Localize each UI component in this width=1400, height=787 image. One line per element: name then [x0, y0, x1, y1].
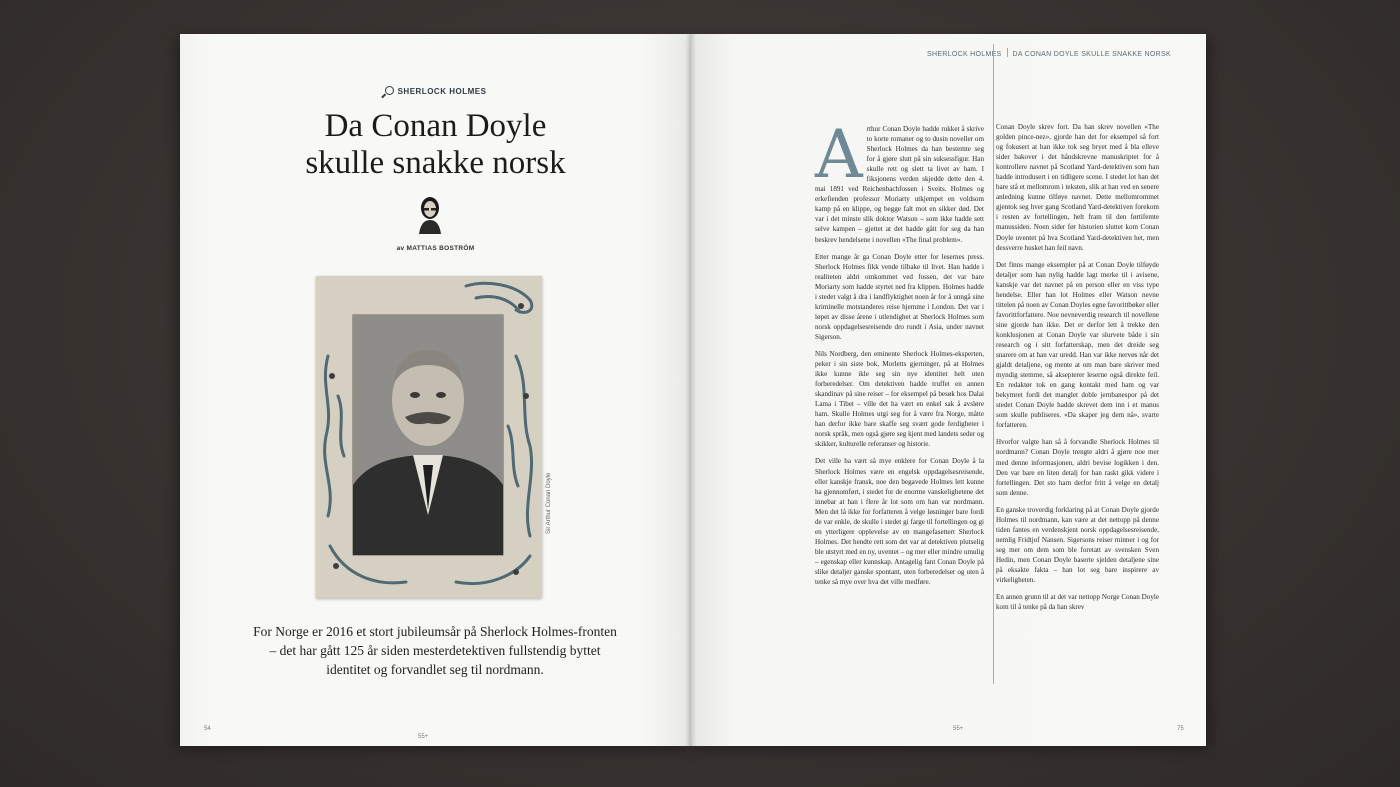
portrait-frame: [316, 276, 542, 598]
text-column-1: Arthur Conan Doyle hadde rukket å skrive to korte romaner og to dusin noveller om Sherlock Holmes da han bestemte seg for å gjøre slutt på sin suksessfigur. Han skulle rett og slett ta livet av ham. I fiksjonens verden skjedde dette den 4. mai 1891 ved Reichenbachfossen i Sveits. Holmes og erkefienden professor Moriarty utkjempet en voldsom kamp på en klippe, og begge falt mot en sikker død. Det var i det minste slik doktor Watson – som ikke hadde sett selve kampen – gjettet at det hadde gått for seg da han beskrev hendelsene i novellen «The final problem». Etter mange år ga Conan Doyle etter for lesernes press. Sherlock Holmes fikk vende tilbake til livet. Han hadde i realiteten aldri omkommet ved fossen, det var bare Moriarty som hadde styrtet ned fra klippen. Holmes hadde i stedet valgt å dra i landflyktighet noen år for å unngå sine kriminelle motstanderes reise hjemme i London. Det var i løpet av disse årene i utlendighet at Sherlock Holmes som norsk oppdagelsesreisende dro rundt i Asia, under navnet Sigerson. Nils Nordberg, den eminente Sherlock Holmes-eksperten, peker i sin siste bok, Morletts gjerninger, på at Holmes ikke kunne ikle seg sin nye identitet helt uten forberedelser. Om detektiven hadde truffet en annen skandinav på sine reiser – for eksempel på besøk hos Dalai Lama i Tibet – ville det ha vært en enkel sak å avsløre ham. Skulle Holmes utgi seg for å være fra Norge, måtte han derfor ikke bare skaffe seg svært gode ferdigheter i norsk språk, men også gjøre seg kjent med landets seder og skikker, kulturelle referanser og historie. Det ville ha vært så mye enklere for Conan Doyle å la Sherlock Holmes være en engelsk oppdagelsesreisende, eller kanskje fransk, noe den begavede Holmes lett kunne ha gjennomført, i stedet for de enorme vanskelighetene det innebar at han i flere år lot som om han var nordmann. Men det lå ikke for forfatteren å velge løsninger bare fordi de var enkle, de skulle i stedet gi farge til fortellingen og gi en ytterligere opplevelse av en mangefasettert Sherlock Holmes. Det hendte rett som det var at detektiven plutselig ble utstyrt med en ny, uventet – og mer eller mindre umulig – egenskap eller kunnskap. Antagelig fant Conan Doyle på slike detaljer ganske spontant, uten forberedelser og uten å tenke så mye over hva det ville medføre.: [815, 116, 984, 587]
title-line-2: skulle snakke norsk: [305, 145, 566, 181]
left-page: [180, 34, 691, 746]
drop-cap: A: [815, 116, 863, 193]
paragraph: Conan Doyle skrev fort. Da han skrev novellen «The golden pince-nez», gjorde han det for eksempel så fort og fokusert at han ikke tok seg bryet med å bla elleve sider bakover i det håndskrevne manuskriptet for å kontrollere navnet på Scotland Yard-detektiven som han hadde introdusert i en tidligere scene. I stedet lot han det bare stå et mellomrom i teksten, slik at han ved en senere anledning kunne tilføye navnet. Dette mellomrommet gjentok seg hver gang Scotland Yard-detektiven forekom i resten av fortellingen, helt fram til den førtifemte manussiden. Noen sider før historien sluttet kom Conan Doyle uventet på hva Scotland Yard-detektiven het, men dessverre husket han feil navn.: [996, 123, 1159, 252]
lead-paragraph: For Norge er 2016 et stort jubileumsår på Sherlock Holmes-fronten – det har gått 125 år siden mesterdetektiven fullstendig byttet identitet og forvandlet seg til nordmann.: [253, 624, 617, 677]
book-spine-shadow: [686, 34, 696, 746]
paragraph: Etter mange år ga Conan Doyle etter for lesernes press. Sherlock Holmes fikk vende tilbake til livet. Han hadde i realiteten aldri omkommet ved fossen, det var bare Moriarty som hadde styrtet ned fra klippen. Holmes hadde i stedet valgt å dra i landflyktighet noen år for å unngå sine kriminelle motstanderes reise hjemme i London. Det var i løpet av disse årene i utlendighet at Sherlock Holmes som norsk oppdagelsesreisende dro rundt i Asia, under navnet Sigerson.: [815, 252, 984, 341]
section-kicker: SHERLOCK HOLMES: [180, 86, 691, 96]
paragraph: En ganske troverdig forklaring på at Conan Doyle gjorde Holmes til nordmann, kan være at det nettopp på denne tiden fantes en verdenskjent norsk oppdagelsesreisende, nemlig Fridtjof Nansen. Sigersons reiser minner i og for seg mer om dem som ble foretatt av svensken Sven Hedin, men Conan Doyle baserte sjelden detaljene sine på eksakte fakta – han lot seg bare inspirere av virkeligheten.: [996, 505, 1159, 585]
page-number-left: 54: [204, 726, 211, 732]
byline: av MATTIAS BOSTRÖM: [396, 245, 475, 252]
text-column-2: [996, 122, 1159, 619]
photo-credit: Sir Arthur Conan Doyle: [546, 472, 552, 534]
author-portrait-icon: [415, 194, 445, 234]
magnifier-icon: [385, 86, 394, 95]
paragraph: Det ville ha vært så mye enklere for Conan Doyle å la Sherlock Holmes være en engelsk oppdagelsesreisende, eller kanskje fransk, noe den begavede Holmes lett kunne ha gjennomført, i stedet for de enorme vanskelighetene det innebar at han i flere år lot som om han var nordmann. Men det lå ikke for forfatteren å velge løsninger bare fordi de var enkle, de skulle i stedet gi farge til fortellingen og gi en ytterligere opplevelse av en mangefasettert Sherlock Holmes. Det hendte rett som det var at detektiven plutselig ble utstyrt med en ny, uventet – og mer eller mindre umulig – egenskap eller kunnskap. Antagelig fant Conan Doyle på slike detaljer ganske spontant, uten forberedelser og uten å tenke så mye over hva det ville medføre.: [815, 457, 984, 587]
right-page: [691, 34, 1206, 746]
author-photo: [353, 315, 503, 555]
paragraph: En annen grunn til at det var nettopp Norge Conan Doyle kom til å tenke på da han skrev: [996, 593, 1159, 612]
running-head: SHERLOCK HOLMES DA CONAN DOYLE SKULLE SNAKKE NORSK: [927, 48, 1171, 58]
paragraph: Hvorfor valgte han så å forvandle Sherlock Holmes til nordmann? Conan Doyle trengte aldri å gjøre noe mer med denne informasjonen, aldri bevise logikken i den. Den var bare en liten detalj for han raskt gikk videre i fortellingen. Det sto ham derfor fritt å velge en detalj som denne.: [996, 438, 1159, 497]
paragraph: Nils Nordberg, den eminente Sherlock Holmes-eksperten, peker i sin siste bok, Morletts gjerninger, på at Holmes ikke kunne ikle seg sin nye identitet helt uten forberedelser. Om detektiven hadde truffet en annen skandinav på sine reiser – for eksempel på besøk hos Dalai Lama i Tibet – ville det ha vært en enkel sak å avsløre ham. Skulle Holmes utgi seg for å være fra Norge, måtte han derfor ikke bare skaffe seg svært gode ferdigheter i norsk språk, men også gjøre seg kjent med landets seder og skikker, kulturelle referanser og historie.: [815, 349, 984, 449]
column-rule: [993, 44, 994, 684]
page-number-right: 75: [1177, 726, 1184, 732]
folio-center-right: 55+: [953, 726, 964, 732]
article-title: [180, 108, 691, 182]
paragraph: Det finns mange eksempler på at Conan Doyle tilføyde detaljer som han nylig hadde lagt merke til i avisene, kanskje var det navnet på en person eller en viss type hendelse. Eller han lot Holmes eller Watson nevne tittelen på noen av Conan Doyles egne favorittbøker eller favorittforfattere. Noe nevneverdig research til novellene sine gjorde han ikke. Det er derfor lett å trekke den konklusjonen at Conan Doyle var slurvete både i sin research og i sitt forfatterskap, men det dreide seg snarere om at han var uredd. Han var ikke nervøs når det gjaldt detaljene, og mente at om man bare skriver med myndig stemme, så aksepterer leserne også direkte feil. En redaktør tok en gang kontakt med ham og var bekymret fordi det manglet doble jernbanespor på det stedet Conan Doyle hadde skrevet dem inn i et manus som skulle publiseres. «Da skaper jeg dem nå», svarte forfatteren.: [996, 260, 1159, 430]
folio-center-left: 55+: [418, 734, 429, 740]
title-line-1: Da Conan Doyle: [324, 108, 547, 144]
